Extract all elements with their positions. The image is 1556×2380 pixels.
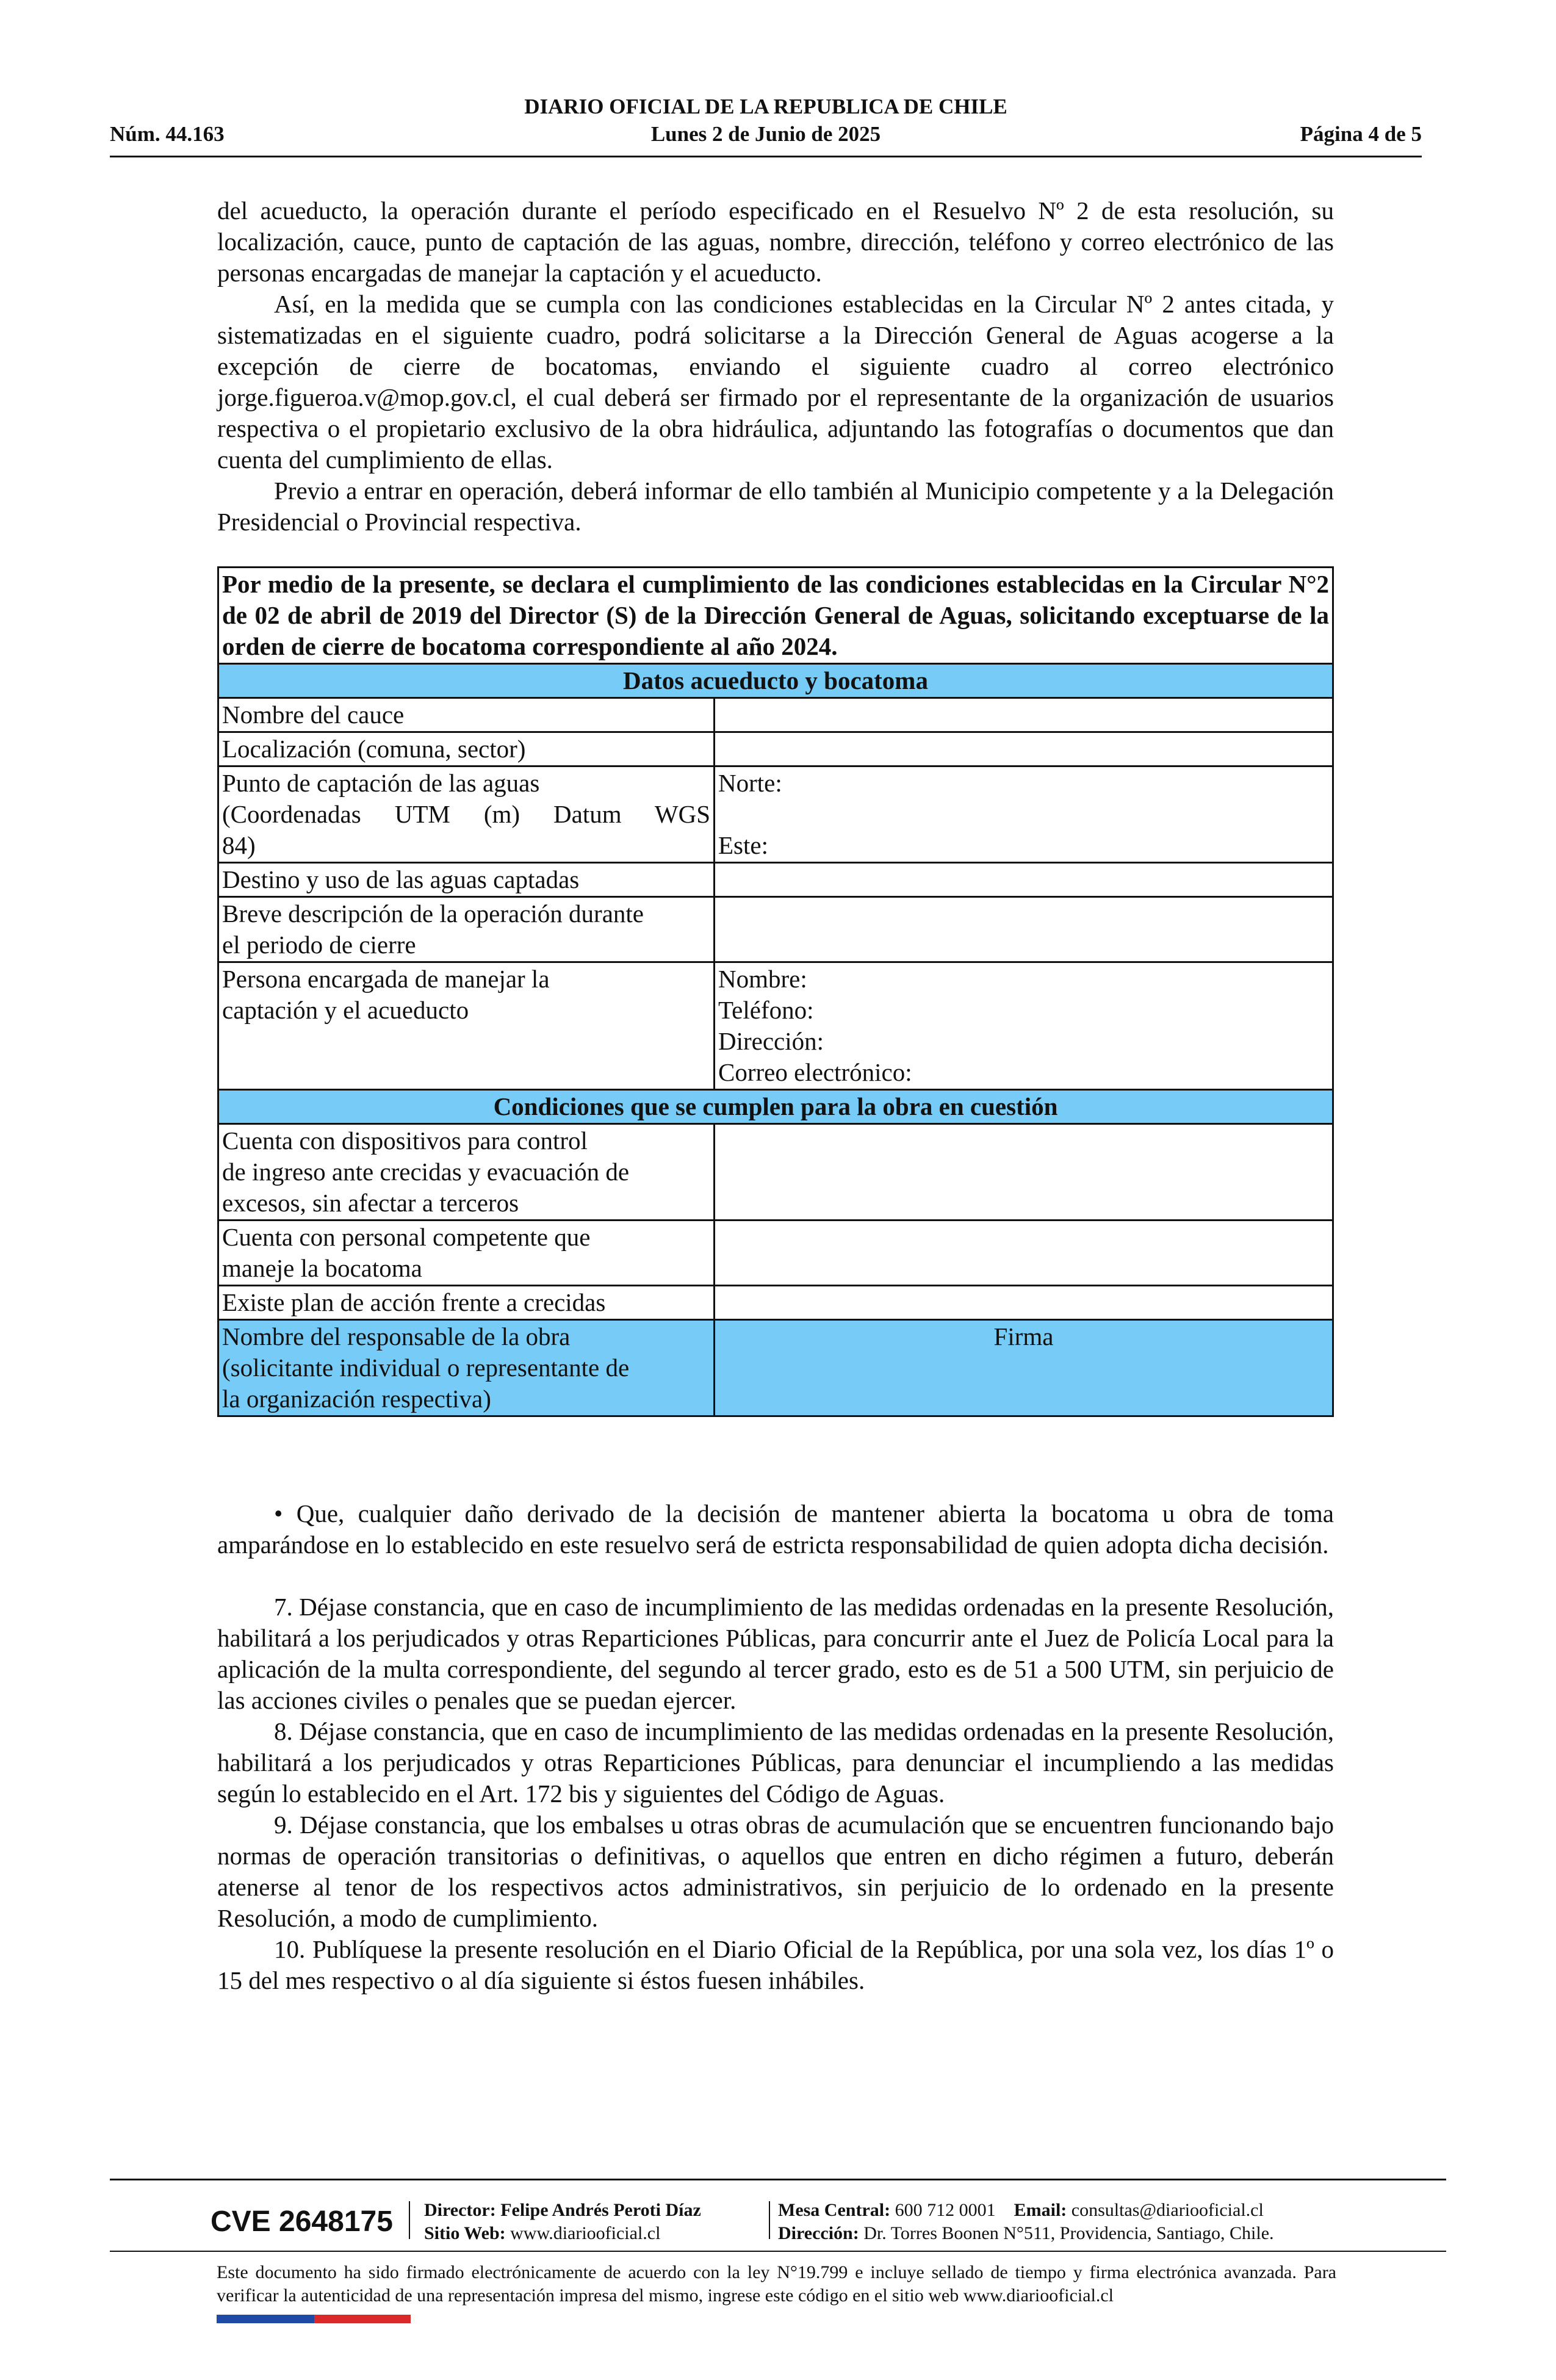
paragraph: 9. Déjase constancia, que los embalses u otras obras de acumulación que se encuentren funcionando bajo normas de operación transitorias o definitivas, o aquellos que entren en dicho régimen a futuro, deberán atenerse al tenor de los respectivos actos administrativos, sin perjuicio de lo ordenado en la presente Resolución, a modo de cumplimiento. [217, 1811, 1334, 1932]
label-cauce: Nombre del cauce [218, 698, 715, 732]
label-line: (Coordenadas UTM (m) Datum WGS [222, 800, 710, 828]
issue-date: Lunes 2 de Junio de 2025 [650, 122, 881, 146]
label-line: Nombre del responsable de la obra [222, 1322, 571, 1350]
nombre-label: Nombre: [718, 965, 807, 993]
cve-code: CVE 2648175 [211, 2205, 393, 2238]
divider [409, 2201, 410, 2239]
field-condition-personnel[interactable] [715, 1221, 1333, 1286]
address: Dr. Torres Boonen N°511, Providencia, Santiago, Chile. [863, 2223, 1274, 2243]
label-line: (solicitante individual o representante de [222, 1354, 630, 1382]
label-line: excesos, sin afectar a terceros [222, 1189, 519, 1217]
phone-number: 600 712 0001 [895, 2200, 996, 2220]
field-cauce[interactable] [715, 698, 1333, 732]
telefono-label: Teléfono: [718, 996, 814, 1024]
label-persona-encargada [218, 962, 715, 1090]
director-label: Director: [424, 2200, 496, 2220]
section-header-conditions: Condiciones que se cumplen para la obra en cuestión [218, 1090, 1333, 1124]
paragraph: Así, en la medida que se cumpla con las condiciones establecidas en la Circular Nº 2 antes citada, y sistematizadas en el siguiente cuadro, podrá solicitarse a la Dirección General de Aguas acogerse a la excepción de cierre de bocatomas, enviando el siguiente cuadro al correo electrónico jorge.figueroa.v@mop.gov.cl, el cual deberá ser firmado por el representante de la organización de usuarios respectiva o el propietario exclusivo de la obra hidráulica, adjuntando las fotografías o documentos que dan cuenta del cumplimiento de ellas. [217, 290, 1334, 474]
table-row [218, 1286, 1333, 1320]
newspaper-title: DIARIO OFICIAL DE LA REPUBLICA DE CHILE [524, 95, 1007, 118]
label-line: el periodo de cierre [222, 931, 416, 959]
page-number: Página 4 de 5 [1300, 122, 1422, 146]
director-name: Felipe Andrés Peroti Díaz [500, 2200, 701, 2220]
table-row [218, 863, 1333, 897]
label-responsable [218, 1320, 715, 1416]
label-destino: Destino y uso de las aguas captadas [218, 863, 715, 897]
legal-notice: Este documento ha sido firmado electrónicamente de acuerdo con la ley N°19.799 e incluye sellado de tiempo y firma electrónica avanzada. Para verificar la autenticidad de una representación impresa del mismo, ingrese este código en el sitio web www.diariooficial.cl [217, 2262, 1336, 2306]
label-line: 84) [222, 831, 256, 859]
este-label: Este: [718, 831, 768, 859]
footer-director-block [424, 2199, 701, 2245]
email-link[interactable]: consultas@diariooficial.cl [1071, 2200, 1264, 2220]
table-row [218, 897, 1333, 962]
page-footer [110, 2179, 1446, 2327]
field-condition-devices[interactable] [715, 1124, 1333, 1221]
footer-contact-block [778, 2199, 1274, 2245]
label-line: maneje la bocatoma [222, 1254, 422, 1282]
label-line: captación y el acueducto [222, 996, 469, 1024]
divider [769, 2201, 770, 2239]
label-line: Punto de captación de las aguas [222, 769, 540, 797]
form-declaration: Por medio de la presente, se declara el cumplimiento de las condiciones establecidas en la Circular N°2 de 02 de abril de 2019 del Director (S) de la Dirección General de Aguas, solicitando exceptuarse de la orden de cierre de bocatoma correspondiente al año 2024. [218, 568, 1333, 664]
label-localizacion: Localización (comuna, sector) [218, 732, 715, 766]
website-link[interactable]: www.diariooficial.cl [510, 2223, 661, 2243]
norte-label: Norte: [718, 769, 782, 797]
flag-blue-segment [217, 2315, 314, 2323]
declaration-form-table [217, 566, 1334, 1417]
paragraph: 8. Déjase constancia, que en caso de incumplimiento de las medidas ordenadas en la presente Resolución, habilitará a los perjudicados y otras Reparticiones Públicas, para denunciar el incumpliendo a las medidas según lo establecido en el Art. 172 bis y siguientes del Código de Aguas. [217, 1717, 1334, 1808]
mesa-label: Mesa Central: [778, 2200, 891, 2220]
email-label: Email: [1014, 2200, 1067, 2220]
paragraph: 10. Publíquese la presente resolución en el Diario Oficial de la República, por una sola vez, los días 1º o 15 del mes respectivo o al día siguiente si éstos fuesen inhábiles. [217, 1935, 1334, 1994]
paragraph: Previo a entrar en operación, deberá informar de ello también al Municipio competente y a la Delegación Presidencial o Provincial respectiva. [217, 477, 1334, 536]
table-row [218, 732, 1333, 766]
web-label: Sitio Web: [424, 2223, 506, 2243]
paragraph: del acueducto, la operación durante el período especificado en el Resuelvo Nº 2 de esta resolución, su localización, cauce, punto de captación de las aguas, nombre, dirección, teléfono y correo electrónico de las personas encargadas de manejar la captación y el acueducto. [217, 197, 1334, 287]
field-contact[interactable] [715, 962, 1333, 1090]
label-line: Breve descripción de la operación durante [222, 900, 644, 928]
table-row [218, 962, 1333, 1090]
label-condition-personnel [218, 1221, 715, 1286]
closing-text [217, 1498, 1334, 1996]
label-condition-plan: Existe plan de acción frente a crecidas [218, 1286, 715, 1320]
label-line: Persona encargada de manejar la [222, 965, 550, 993]
signature-field[interactable]: Firma [715, 1320, 1333, 1416]
label-line: de ingreso ante crecidas y evacuación de [222, 1158, 630, 1186]
flag-red-segment [314, 2315, 411, 2323]
table-row [218, 1320, 1333, 1416]
page-header [110, 95, 1422, 157]
label-line: Cuenta con dispositivos para control [222, 1127, 588, 1155]
label-line: Cuenta con personal competente que [222, 1223, 591, 1251]
table-row [218, 698, 1333, 732]
table-row [218, 1124, 1333, 1221]
label-line: la organización respectiva) [222, 1385, 491, 1413]
address-label: Dirección: [778, 2223, 859, 2243]
intro-text [217, 195, 1334, 538]
divider [110, 2251, 1446, 2252]
direccion-label: Dirección: [718, 1027, 824, 1055]
field-localizacion[interactable] [715, 732, 1333, 766]
correo-label: Correo electrónico: [718, 1058, 912, 1086]
field-destino[interactable] [715, 863, 1333, 897]
field-coordinates[interactable] [715, 766, 1333, 863]
table-row [218, 766, 1333, 863]
label-punto-captacion [218, 766, 715, 863]
chile-flag-stripe [217, 2315, 411, 2323]
paragraph: • Que, cualquier daño derivado de la decisión de mantener abierta la bocatoma u obra de toma amparándose en lo establecido en este resuelvo será de estricta responsabilidad de quien adopta dicha decisión. [217, 1499, 1334, 1559]
paragraph: 7. Déjase constancia, que en caso de incumplimiento de las medidas ordenadas en la presente Resolución, habilitará a los perjudicados y otras Reparticiones Públicas, para concurrir ante el Juez de Policía Local para la aplicación de la multa correspondiente, del segundo al tercer grado, esto es de 51 a 500 UTM, sin perjuicio de las acciones civiles o penales que se puedan ejercer. [217, 1593, 1334, 1714]
field-condition-plan[interactable] [715, 1286, 1333, 1320]
field-breve-descripcion[interactable] [715, 897, 1333, 962]
label-condition-devices [218, 1124, 715, 1221]
label-breve-descripcion [218, 897, 715, 962]
section-header-aqueduct: Datos acueducto y bocatoma [218, 664, 1333, 698]
table-row [218, 1221, 1333, 1286]
issue-number: Núm. 44.163 [110, 122, 225, 146]
